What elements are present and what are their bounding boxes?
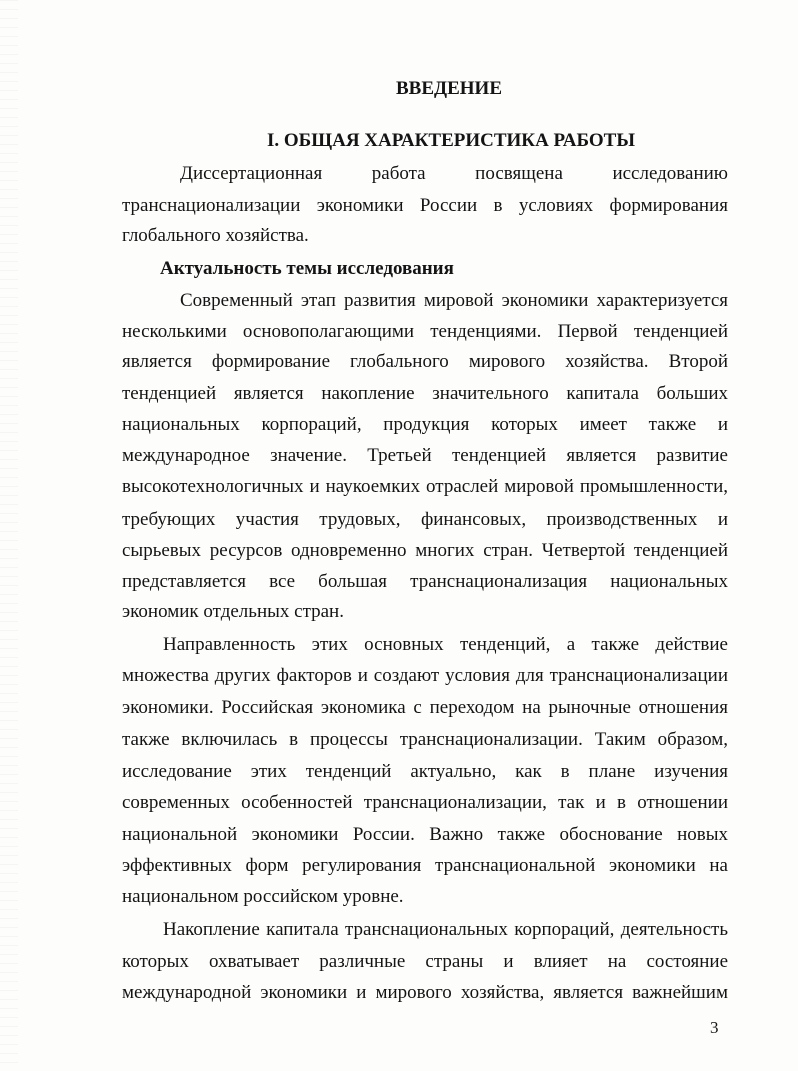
paragraph-1-line: Диссертационная работа посвящена исследованию bbox=[180, 163, 728, 184]
paragraph-3-line: национальном российском уровне. bbox=[122, 886, 404, 907]
paragraph-4-line: Накопление капитала транснациональных корпораций, деятельность bbox=[163, 919, 728, 940]
paragraph-2-line: экономик отдельных стран. bbox=[122, 601, 344, 622]
paragraph-1-line: глобального хозяйства. bbox=[122, 225, 309, 246]
paragraph-2-line: сырьевых ресурсов одновременно многих стран. Четвертой тенденцией bbox=[122, 540, 728, 561]
paragraph-4-line: которых охватывает различные страны и влияет на состояние bbox=[122, 951, 728, 972]
paragraph-4-line: международной экономики и мирового хозяйства, является важнейшим bbox=[122, 982, 728, 1003]
paragraph-2-line: национальных корпораций, продукция которых имеет также и bbox=[122, 414, 728, 435]
page-number: 3 bbox=[710, 1018, 719, 1037]
paragraph-2-line: международное значение. Третьей тенденцией является развитие bbox=[122, 445, 728, 466]
paragraph-2-line: Современный этап развития мировой экономики характеризуется bbox=[180, 290, 728, 311]
paragraph-2-line: представляется все большая транснационализация национальных bbox=[122, 571, 728, 592]
paragraph-2-line: высокотехнологичных и наукоемких отраслей мировой промышленности, bbox=[122, 476, 728, 497]
paragraph-3-line: Направленность этих основных тенденций, а также действие bbox=[163, 634, 728, 655]
paragraph-3-line: исследование этих тенденций актуально, как в плане изучения bbox=[122, 761, 728, 782]
paragraph-2-line: требующих участия трудовых, финансовых, производственных и bbox=[122, 509, 728, 530]
heading-general-characteristics: I. ОБЩАЯ ХАРАКТЕРИСТИКА РАБОТЫ bbox=[267, 130, 635, 151]
paragraph-2-line: тенденцией является накопление значительного капитала больших bbox=[122, 383, 728, 404]
paragraph-2-line: несколькими основополагающими тенденциями. Первой тенденцией bbox=[122, 321, 728, 342]
subheading-relevance: Актуальность темы исследования bbox=[160, 258, 454, 279]
paragraph-3-line: эффективных форм регулирования транснациональной экономики на bbox=[122, 855, 728, 876]
paragraph-3-line: экономики. Российская экономика с переходом на рыночные отношения bbox=[122, 697, 728, 718]
heading-introduction: ВВЕДЕНИЕ bbox=[396, 78, 502, 99]
scan-edge-noise bbox=[0, 0, 18, 1071]
paragraph-2-line: является формирование глобального мирового хозяйства. Второй bbox=[122, 351, 728, 372]
paragraph-3-line: также включилась в процессы транснационализации. Таким образом, bbox=[122, 729, 728, 750]
paragraph-3-line: современных особенностей транснационализации, так и в отношении bbox=[122, 792, 728, 813]
paragraph-1-line: транснационализации экономики России в условиях формирования bbox=[122, 195, 728, 216]
paragraph-3-line: национальной экономики России. Важно также обоснование новых bbox=[122, 824, 728, 845]
paragraph-3-line: множества других факторов и создают условия для транснационализации bbox=[122, 665, 728, 686]
